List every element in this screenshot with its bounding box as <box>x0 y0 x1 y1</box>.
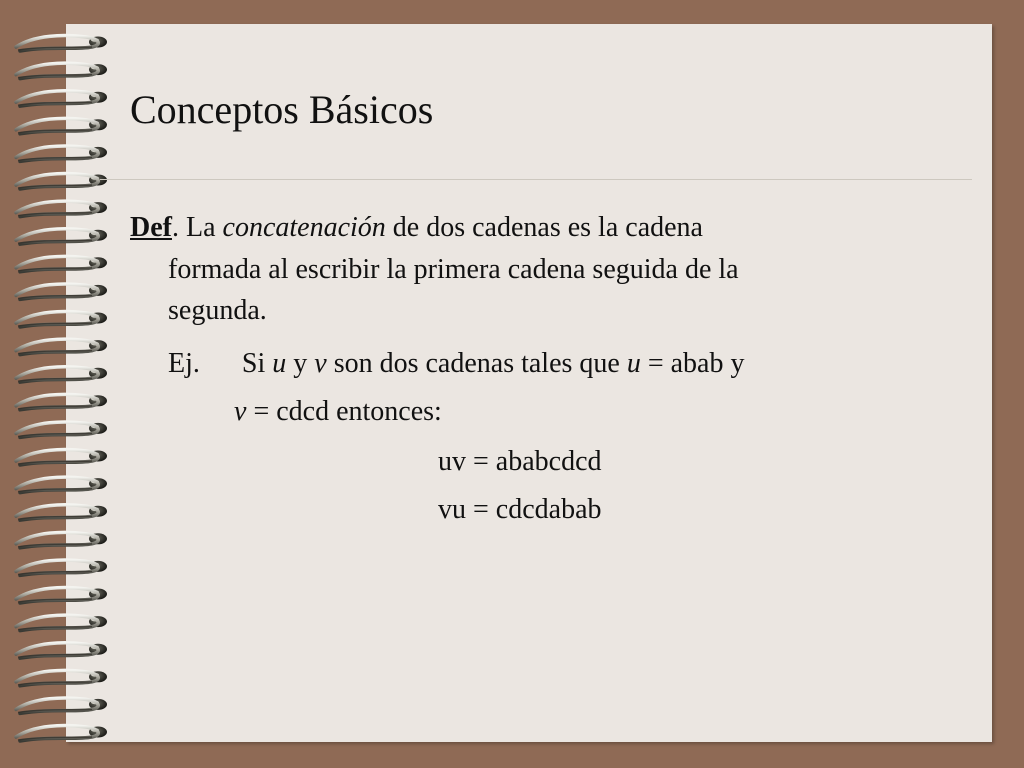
example-y: y <box>286 348 315 379</box>
spiral-coil <box>16 312 107 327</box>
spiral-coil <box>16 367 107 382</box>
spiral-coil <box>16 532 107 547</box>
spiral-coil <box>16 63 107 78</box>
spiral-coil <box>16 560 107 575</box>
spiral-coil <box>16 146 107 161</box>
spiral-coil <box>16 505 107 520</box>
spiral-coil <box>16 91 107 106</box>
spiral-coil <box>16 670 107 685</box>
example-line-1 <box>168 350 744 378</box>
spiral-coil <box>16 450 107 465</box>
example-v-var: v <box>314 348 327 379</box>
example-v-var-2: v <box>234 396 247 427</box>
definition-term: Def <box>130 212 172 243</box>
spiral-coil <box>16 339 107 354</box>
slide-title: Conceptos Básicos <box>130 87 434 132</box>
spiral-coil <box>16 256 107 271</box>
spiral-coil <box>16 174 107 189</box>
example-result-uv: uv = ababcdcd <box>438 446 602 477</box>
definition-line-1-rest: de dos cadenas es la cadena <box>385 212 703 243</box>
example-si: Si <box>241 348 273 379</box>
example-result-vu: vu = cdcdabab <box>438 494 602 525</box>
spiral-coil <box>16 118 107 133</box>
example-line-2 <box>234 398 442 426</box>
spiral-coil <box>16 643 107 658</box>
example-u-var-2: u <box>626 348 641 379</box>
spiral-coil <box>16 615 107 630</box>
spiral-coil <box>16 201 107 216</box>
spiral-coil <box>16 698 107 713</box>
example-clause: son dos cadenas tales que <box>326 348 627 379</box>
example-v-value: = cdcd entonces: <box>246 396 442 427</box>
spiral-binding-icon <box>0 0 130 768</box>
spiral-coil <box>16 229 107 244</box>
definition-connector: . La <box>171 212 223 243</box>
spiral-coil <box>16 588 107 603</box>
spiral-coil <box>16 284 107 299</box>
spiral-coil <box>16 36 107 51</box>
title-divider <box>100 179 972 180</box>
spiral-coil <box>16 422 107 437</box>
example-u-var: u <box>272 348 287 379</box>
definition-line-2: formada al escribir la primera cadena seguida de la <box>168 254 739 285</box>
spiral-coil <box>16 477 107 492</box>
definition-emphasis: concatenación <box>222 212 386 243</box>
definition-line-3: segunda. <box>168 295 267 326</box>
spiral-coil <box>16 726 107 741</box>
example-u-value: = abab y <box>640 348 745 379</box>
definition-line-1 <box>130 214 703 242</box>
spiral-coil <box>16 394 107 409</box>
example-label: Ej. <box>168 348 200 379</box>
